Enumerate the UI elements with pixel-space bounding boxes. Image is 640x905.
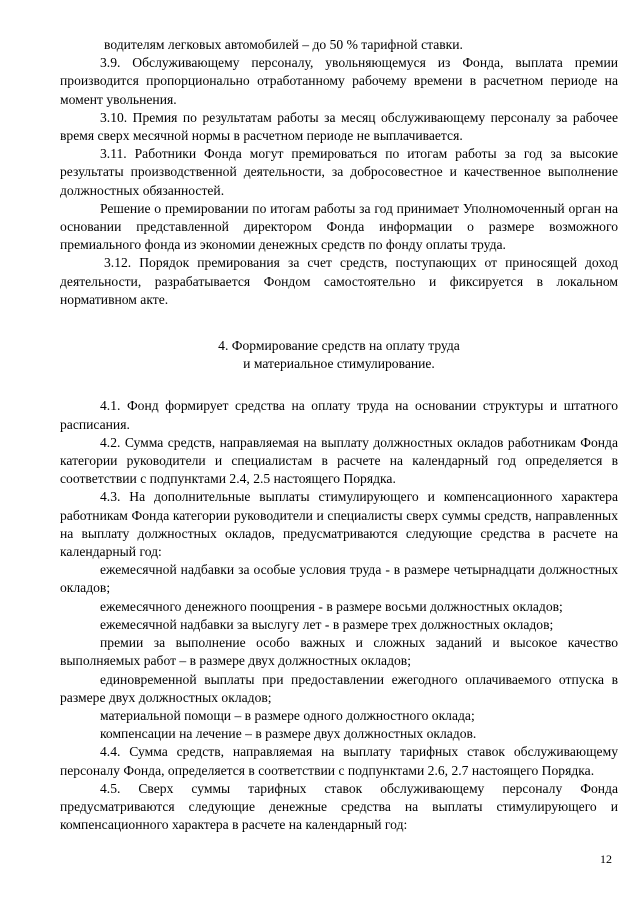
paragraph: водителям легковых автомобилей – до 50 % тарифной ставки. [104,37,463,52]
list-item: премии за выполнение особо важных и сложных заданий и высокое качество выполняемых работ – в размере двух должностных окладов; [60,635,618,669]
paragraph-3-12: 3.12. Порядок премирования за счет средств, поступающих от приносящей доход деятельности, разрабатывается Фондом самостоятельно и фиксируется в локальном нормативном акте. [60,255,618,307]
list-item: ежемесячного денежного поощрения - в размере восьми должностных окладов; [100,598,563,614]
paragraph-4-1: 4.1. Фонд формирует средства на оплату труда на основании структуры и штатного расписания. [60,398,618,432]
section-heading-line2: и материальное стимулирование. [243,356,435,372]
list-item: ежемесячной надбавки за выслугу лет - в размере трех должностных окладов; [100,616,554,632]
paragraph-4-2: 4.2. Сумма средств, направляемая на выплату должностных окладов работникам Фонда категории руководители и специалистам в расчете на календарный год определяется в соответствии с подпунктами 2.4, 2.5 настоящего Порядка. [60,434,618,487]
paragraph-4-3: 4.3. На дополнительные выплаты стимулирующего и компенсационного характера работникам Фонда категории руководители и специалисты сверх суммы средств, направленных на выплату должностных окладов, предусматриваются следующие средства в расчете на календарный год: [60,489,618,560]
page-number: 12 [600,852,612,866]
list-item: компенсации на лечение – в размере двух должностных окладов. [100,726,477,742]
section-heading [60,337,618,373]
list-item: ежемесячной надбавки за особые условия труда - в размере четырнадцати должностных окладов; [60,562,618,596]
paragraph-3-10: 3.10. Премия по результатам работы за месяц обслуживающему персоналу за рабочее время сверх месячной нормы в расчетном периоде не выплачивается. [60,109,618,144]
list-item: материальной помощи – в размере одного должностного оклада; [100,707,475,723]
document-page [60,36,618,834]
paragraph-3-9: 3.9. Обслуживающему персоналу, увольняющемуся из Фонда, выплата премии производится пропорционально отработанному рабочему времени в расчетном периоде на момент увольнения. [60,55,618,107]
paragraph-decision: Решение о премировании по итогам работы за год принимает Уполномоченный орган на основании представленной директором Фонда информации о размере возможного премиального фонда из экономии денежных средств по фонду оплаты труда. [60,200,618,253]
paragraph-4-4: 4.4. Сумма средств, направляемая на выплату тарифных ставок обслуживающему персоналу Фонда, определяется в соответствии с подпунктами 2.6, 2.7 настоящего Порядка. [60,744,618,778]
paragraph-4-5: 4.5. Сверх суммы тарифных ставок обслуживающему персоналу Фонда предусматриваются следующие денежные средства на выплаты стимулирующего и компенсационного характера в расчете на календарный год: [60,780,618,833]
list-item: единовременной выплаты при предоставлении ежегодного оплачиваемого отпуска в размере двух должностных окладов; [60,671,618,705]
paragraph-3-11: 3.11. Работники Фонда могут премироваться по итогам работы за год за высокие результаты производственной деятельности, за добросовестное и качественное выполнение должностных обязанностей. [60,146,618,198]
section-heading-line1: 4. Формирование средств на оплату труда [218,338,460,354]
